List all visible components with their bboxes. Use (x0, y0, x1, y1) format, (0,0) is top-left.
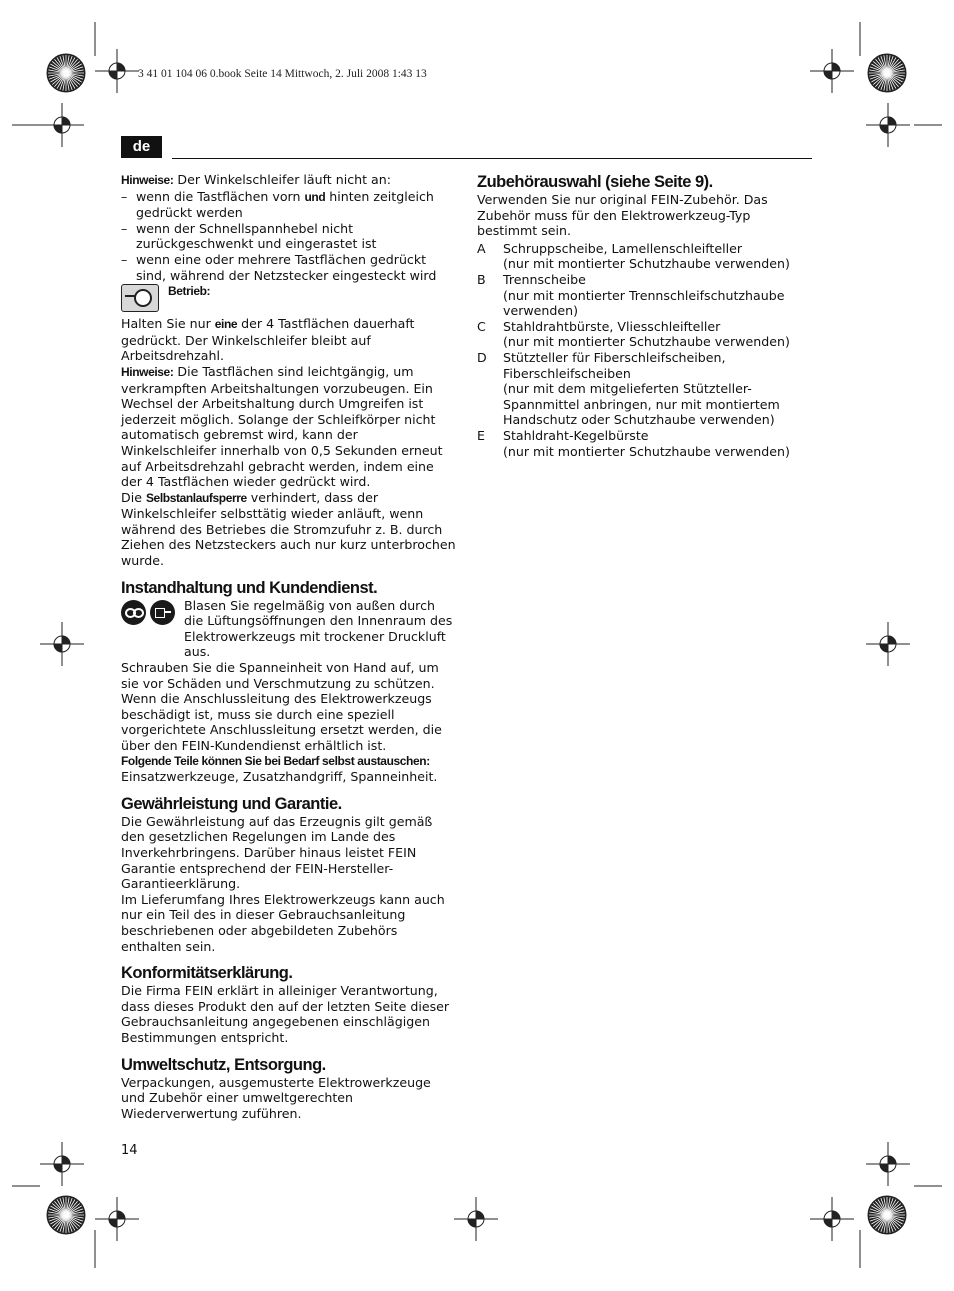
replaceable-parts-label: Folgende Teile können Sie bei Bedarf selbst austauschen: (121, 753, 430, 768)
restart-lock-part: verhindert, dass der Winkelschleifer selbsttätig wieder anläuft, wenn während des Betriebes die Stromzufuhr z. B. durch Ziehen des Netzsteckers auch nur kurz unterbrochen wurde. (121, 489, 456, 569)
left-column (121, 172, 457, 1121)
registration-target-icon (468, 1211, 484, 1227)
right-column (477, 172, 813, 459)
list-item (121, 252, 457, 283)
maintenance-icon-text: Blasen Sie regelmäßig von außen durch die Lüftungsöffnungen den Innenraum des Elektrowerkzeugs mit trockener Druckluft aus. (184, 597, 453, 660)
operation-text-part: Halten Sie nur (121, 316, 215, 332)
replaceable-parts-text: Einsatzwerkzeuge, Zusatzhandgriff, Spanneinheit. (121, 769, 438, 785)
safety-goggles-icon (121, 600, 146, 625)
warranty-text-1: Die Gewährleistung auf das Erzeugnis gilt gemäß den gesetzlichen Regelungen im Lande des Inverkehrbringens. Darüber hinaus leistet FEIN Garantie entsprechend der FEIN-Hersteller-Garantieerklärung. (121, 813, 433, 892)
item-letter: C (477, 318, 486, 334)
registration-starburst-icon (47, 1196, 85, 1234)
operation-text-part: der 4 Tastflächen dauerhaft gedrückt. Der Winkelschleifer bleibt auf Arbeitsdrehzahl. (121, 316, 415, 364)
maintenance-heading: Instandhaltung und Kundendienst. (121, 578, 378, 597)
registration-target-icon (109, 63, 125, 79)
dash-marker: – (121, 220, 128, 236)
registration-target-icon (824, 63, 840, 79)
item-name: Stahldraht-Kegelbürste (503, 427, 649, 443)
hold-switch-icon (121, 284, 159, 312)
note-2-label: Hinweise: (121, 364, 174, 379)
list-item (121, 189, 457, 221)
item-note: (nur mit montierter Trennschleifschutzhaube verwenden) (503, 287, 785, 319)
list-item-text: wenn der Schnellspannhebel nicht zurückgeschwenkt und eingerastet ist (136, 220, 377, 252)
operation-row (121, 284, 457, 316)
item-letter: D (477, 349, 487, 365)
note-1-text: Der Winkelschleifer läuft nicht an: (173, 172, 391, 187)
list-item-text: wenn eine oder mehrere Tastflächen gedrückt sind, während der Netzstecker eingesteckt wird (136, 251, 437, 283)
environment-heading: Umweltschutz, Entsorgung. (121, 1055, 326, 1074)
environment-text: Verpackungen, ausgemusterte Elektrowerkzeuge und Zubehör einer umweltgerechten Wiederverwertung zuführen. (121, 1074, 431, 1121)
maintenance-text-1: Schrauben Sie die Spanneinheit von Hand auf, um sie vor Schäden und Verschmutzung zu schützen. (121, 660, 439, 691)
registration-target-icon (109, 1211, 125, 1227)
list-item (477, 319, 813, 350)
registration-starburst-icon (47, 54, 85, 92)
item-letter: B (477, 271, 486, 287)
book-info: 3 41 01 104 06 0.book Seite 14 Mittwoch, 2. Juli 2008 1:43 13 (138, 68, 427, 80)
note-2 (121, 364, 457, 490)
registration-starburst-icon (868, 1196, 906, 1234)
operation-label: Betrieb: (168, 284, 211, 299)
dash-marker: – (121, 251, 128, 267)
item-note: (nur mit montierter Schutzhaube verwenden) (503, 443, 790, 459)
item-name: Trennscheibe (503, 271, 586, 287)
page-number: 14 (121, 1143, 138, 1158)
registration-target-icon (824, 1211, 840, 1227)
language-tab: de (121, 136, 162, 158)
item-note: (nur mit dem mitgelieferten Stützteller-Spannmittel anbringen, nur mit montiertem Handschutz oder Schutzhaube verwenden) (503, 381, 780, 428)
registration-target-icon (880, 1156, 896, 1172)
note-1 (121, 172, 457, 189)
item-letter: E (477, 427, 485, 443)
restart-lock-text (121, 490, 457, 569)
restart-lock-part: Die (121, 489, 146, 505)
restart-lock-bold: Selbstanlaufsperre (145, 490, 247, 505)
note-1-label: Hinweise: (121, 173, 174, 187)
note-2-text: Die Tastflächen sind leichtgängig, um verkrampften Arbeitshaltungen vorzubeugen. Ein Wechsel der Arbeitshaltung durch Umgreifen ist jederzeit möglich. Solange der Schleifkörper nicht automatisch gebremst wird, kann der Winkelschleifer innerhalb von 0,5 Sekunden erneut auf Arbeitsdrehzahl gebracht werden, indem eine der 4 Tastflächen wieder gedrückt wird. (121, 363, 443, 490)
registration-starburst-icon (868, 54, 906, 92)
item-name: Stahldrahtbürste, Vliesschleifteller (503, 318, 721, 334)
list-item-bold: und (304, 189, 326, 204)
warranty-heading: Gewährleistung und Garantie. (121, 794, 342, 813)
list-item (477, 272, 813, 319)
unplug-icon (150, 600, 175, 625)
list-item-text: wenn die Tastflächen vorn (136, 188, 305, 204)
conformity-heading: Konformitätserklärung. (121, 964, 293, 983)
item-note: (nur mit montierter Schutzhaube verwenden) (503, 334, 790, 350)
item-note: (nur mit montierter Schutzhaube verwenden) (503, 256, 790, 272)
operation-text-bold: eine (214, 317, 238, 332)
maintenance-icon-row (121, 598, 457, 660)
registration-target-icon (54, 117, 70, 133)
list-item-text: hinten zeitgleich gedrückt werden (136, 188, 434, 221)
header-rule (172, 158, 812, 159)
list-item (477, 350, 813, 428)
accessories-intro: Verwenden Sie nur original FEIN-Zubehör. Das Zubehör muss für den Elektrowerkzeug-Typ bestimmt sein. (477, 192, 768, 239)
registration-target-icon (880, 117, 896, 133)
list-item (477, 241, 813, 272)
warranty-text-2: Im Lieferumfang Ihres Elektrowerkzeugs kann auch nur ein Teil des in dieser Gebrauchsanleitung beschriebenen oder abgebildeten Zubehörs enthalten sein. (121, 891, 445, 954)
registration-target-icon (880, 636, 896, 652)
accessories-list (477, 241, 813, 459)
conformity-text: Die Firma FEIN erklärt in alleiniger Verantwortung, dass dieses Produkt den auf der letzten Seite dieser Gebrauchsanleitung angegebenen einschlägigen Bestimmungen entspricht. (121, 983, 450, 1045)
item-name: Stützteller für Fiberschleifscheiben, Fiberschleifscheiben (503, 349, 726, 381)
list-item (477, 428, 813, 459)
item-name: Schruppscheibe, Lamellenschleifteller (503, 240, 743, 256)
operation-text (121, 316, 457, 364)
dash-marker: – (121, 188, 128, 204)
registration-target-icon (54, 1156, 70, 1172)
maintenance-text-2: Wenn die Anschlussleitung des Elektrowerkzeugs beschädigt ist, muss sie durch eine speziell vorgerichtete Anschlussleitung ersetzt werden, die über den FEIN-Kundendienst erhältlich ist. (121, 691, 442, 753)
registration-target-icon (54, 636, 70, 652)
accessories-heading: Zubehörauswahl (siehe Seite 9). (477, 173, 713, 191)
list-item (121, 221, 457, 252)
item-letter: A (477, 240, 486, 256)
